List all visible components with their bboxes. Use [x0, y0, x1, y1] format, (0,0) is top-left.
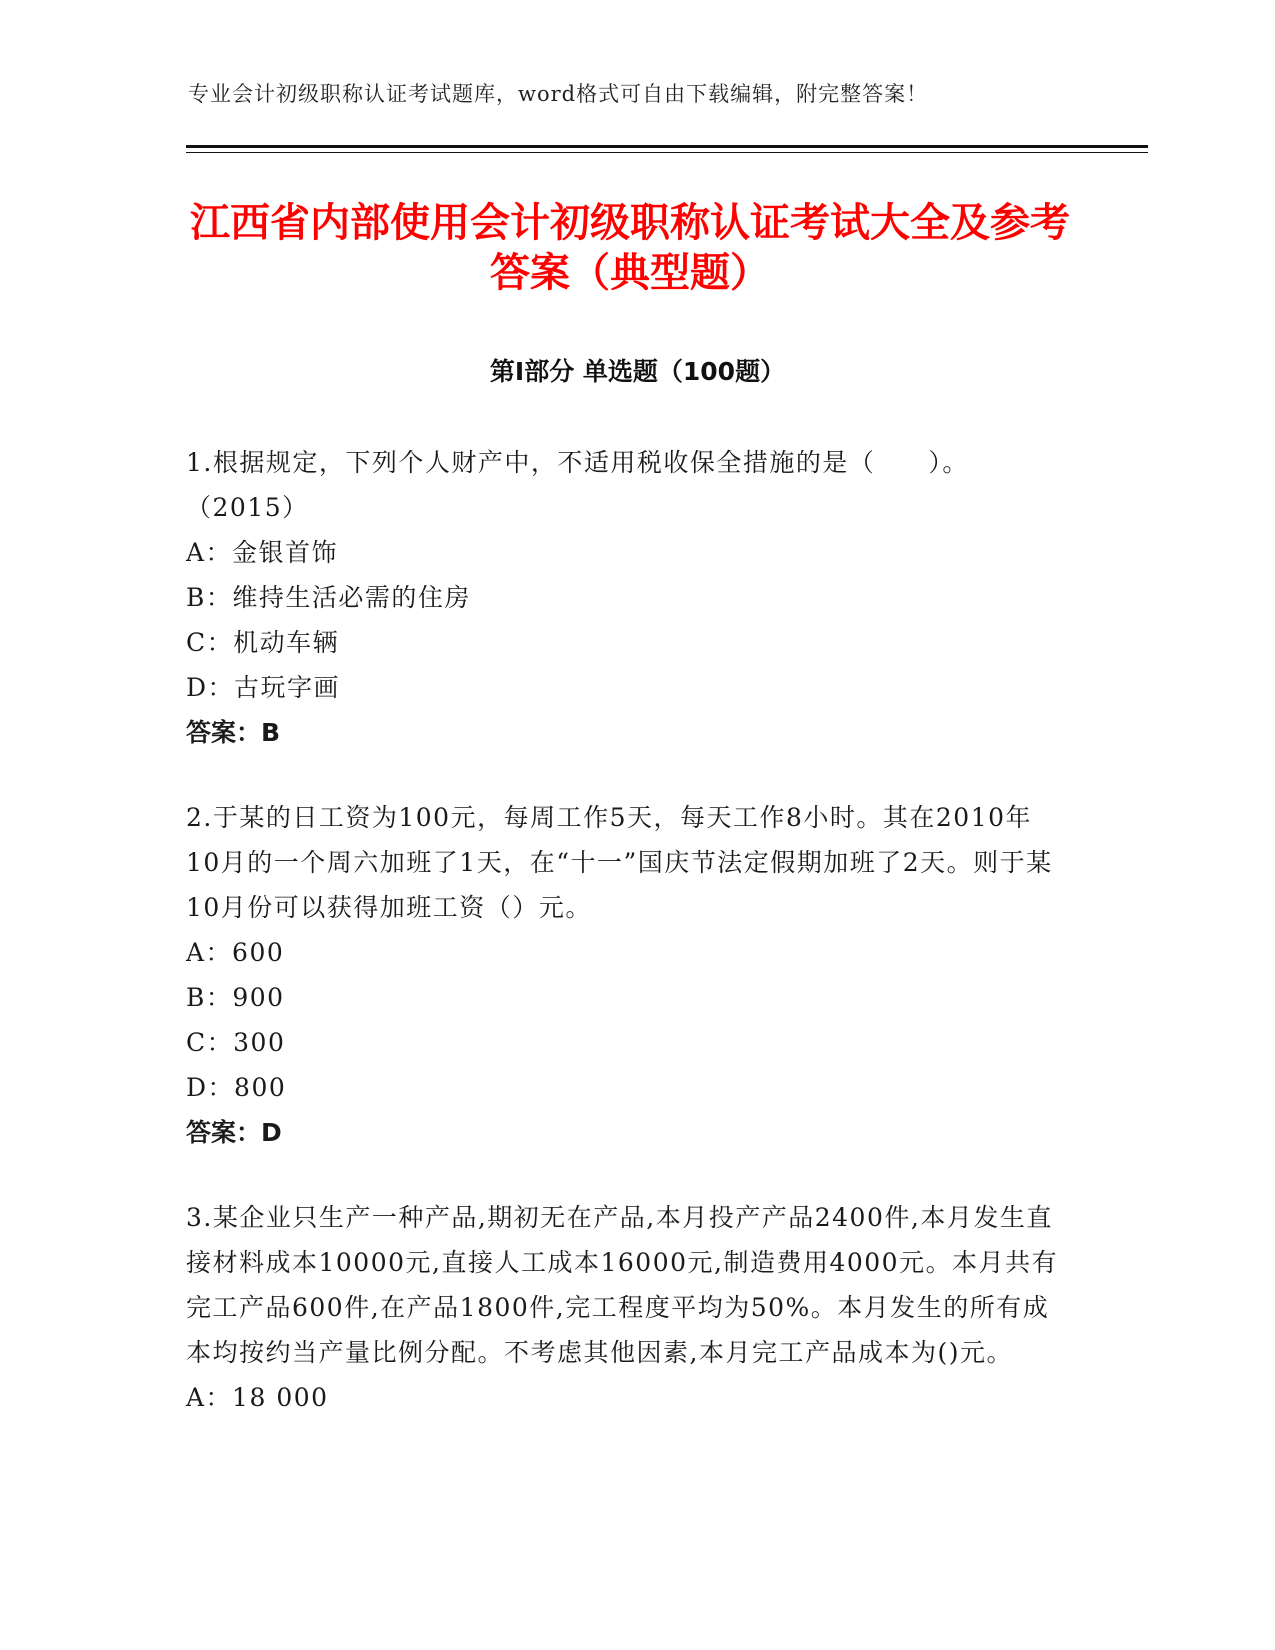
option-c: C：300: [186, 1028, 286, 1057]
answer: 答案：D: [186, 1118, 282, 1147]
option-b: B：900: [186, 983, 285, 1012]
option-a: A：18 000: [186, 1383, 329, 1412]
option-a: A：金银首饰: [186, 538, 339, 567]
question-3: [186, 1195, 1066, 1420]
question-1: [186, 440, 1066, 755]
section-title: 第Ⅰ部分 单选题（100题）: [489, 357, 786, 386]
option-d: D：800: [186, 1073, 287, 1102]
option-d: D：古玩字画: [186, 673, 341, 702]
document-title: 江西省内部使用会计初级职称认证考试大全及参考答案（典型题）: [190, 200, 1070, 296]
question-2: [186, 795, 1066, 1155]
option-c: C：机动车辆: [186, 628, 340, 657]
question-list: [186, 440, 1066, 1460]
header-rule-thick: [186, 145, 1148, 148]
question-stem: 3.某企业只生产一种产品,期初无在产品,本月投产产品2400件,本月发生直接材料成本10000元,直接人工成本16000元,制造费用4000元。本月共有完工产品600件,在产品1800件,完工程度平均为50%。本月发生的所有成本均按约当产量比例分配。不考虑其他因素,本月完工产品成本为()元。: [186, 1203, 1059, 1367]
option-a: A：600: [186, 938, 285, 967]
question-stem: 2.于某的日工资为100元，每周工作5天，每天工作8小时。其在2010年10月的一个周六加班了1天，在“十一”国庆节法定假期加班了2天。则于某10月份可以获得加班工资（）元。: [186, 803, 1053, 922]
answer: 答案：B: [186, 718, 281, 747]
option-b: B：维持生活必需的住房: [186, 583, 471, 612]
header-note: 专业会计初级职称认证考试题库，word格式可自由下载编辑，附完整答案！: [188, 82, 929, 106]
header-rule-thin: [186, 152, 1148, 153]
question-stem: 1.根据规定，下列个人财产中，不适用税收保全措施的是（ ）。（2015）: [186, 448, 969, 522]
